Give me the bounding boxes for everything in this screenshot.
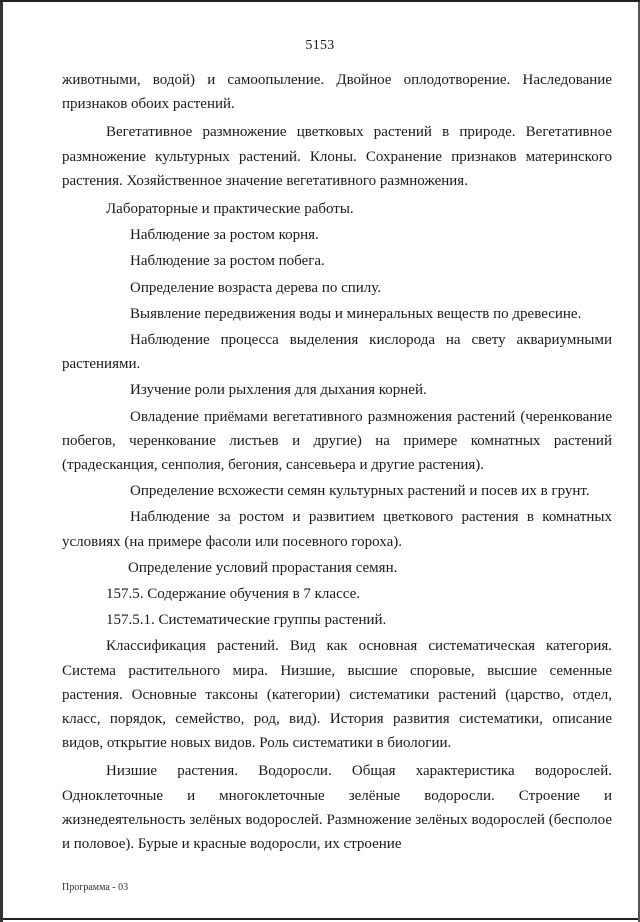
paragraph-classification: Классификация растений. Вид как основная систематическая категория. Система растительного мира. Низшие, высшие споровые, высшие семенные растения. Основные таксоны (категории) систематики растений (царство, отдел, класс, порядок, семейство, род, вид). История развития систематики, описание видов, открытие новых видов. Роль систематики в биологии.	[62, 638, 612, 752]
lab-item-loosening: Изучение роли рыхления для дыхания корней.	[130, 382, 427, 399]
lab-item-germination: Определение всхожести семян культурных растений и посев их в грунт.	[130, 483, 590, 500]
lab-works-heading: Лабораторные и практические работы.	[106, 201, 354, 218]
lab-item-water-movement: Выявление передвижения воды и минеральных веществ по древесине.	[130, 305, 582, 322]
lab-item-flower-growth: Наблюдение за ростом и развитием цветкового растения в комнатных условиях (на примере фасоли или посевного гороха).	[62, 509, 612, 550]
footer-label: Программа - 03	[62, 882, 129, 893]
lab-item-root-growth: Наблюдение за ростом корня.	[130, 227, 319, 244]
lab-item-vegetative-methods: Овладение приёмами вегетативного размножения растений (черенкование побегов, черенкование листьев и другие) на примере комнатных растений (традесканция, сенполия, бегония, сансевьера и другие растения).	[62, 408, 612, 474]
lab-item-shoot-growth: Наблюдение за ростом побега.	[130, 253, 325, 270]
paragraph-vegetative-reproduction: Вегетативное размножение цветковых растений в природе. Вегетативное размножение культурных растений. Клоны. Сохранение признаков материнского растения. Хозяйственное значение вегетативного размножения.	[62, 124, 612, 189]
lab-item-tree-age: Определение возраста дерева по спилу.	[130, 279, 382, 296]
scan-edge-left	[0, 2, 3, 922]
paragraph-pollination-end: животными, водой) и самоопыление. Двойное оплодотворение. Наследование признаков обоих растений.	[62, 72, 612, 113]
section-157-5-1: 157.5.1. Систематические группы растений.	[106, 612, 387, 629]
lab-item-oxygen-release: Наблюдение процесса выделения кислорода на свету аквариумными растениями.	[62, 332, 612, 373]
body-text	[62, 68, 612, 856]
lab-item-sprouting-conditions: Определение условий прорастания семян.	[128, 559, 398, 576]
section-157-5: 157.5. Содержание обучения в 7 классе.	[106, 586, 360, 603]
paragraph-lower-plants: Низшие растения. Водоросли. Общая характеристика водорослей. Одноклеточные и многоклеточные зелёные водоросли. Строение и жизнедеятельность зелёных водорослей. Размножение зелёных водорослей (бесполое и половое). Бурые и красные водоросли, их строение	[62, 763, 612, 853]
page-number: 5153	[305, 38, 335, 53]
